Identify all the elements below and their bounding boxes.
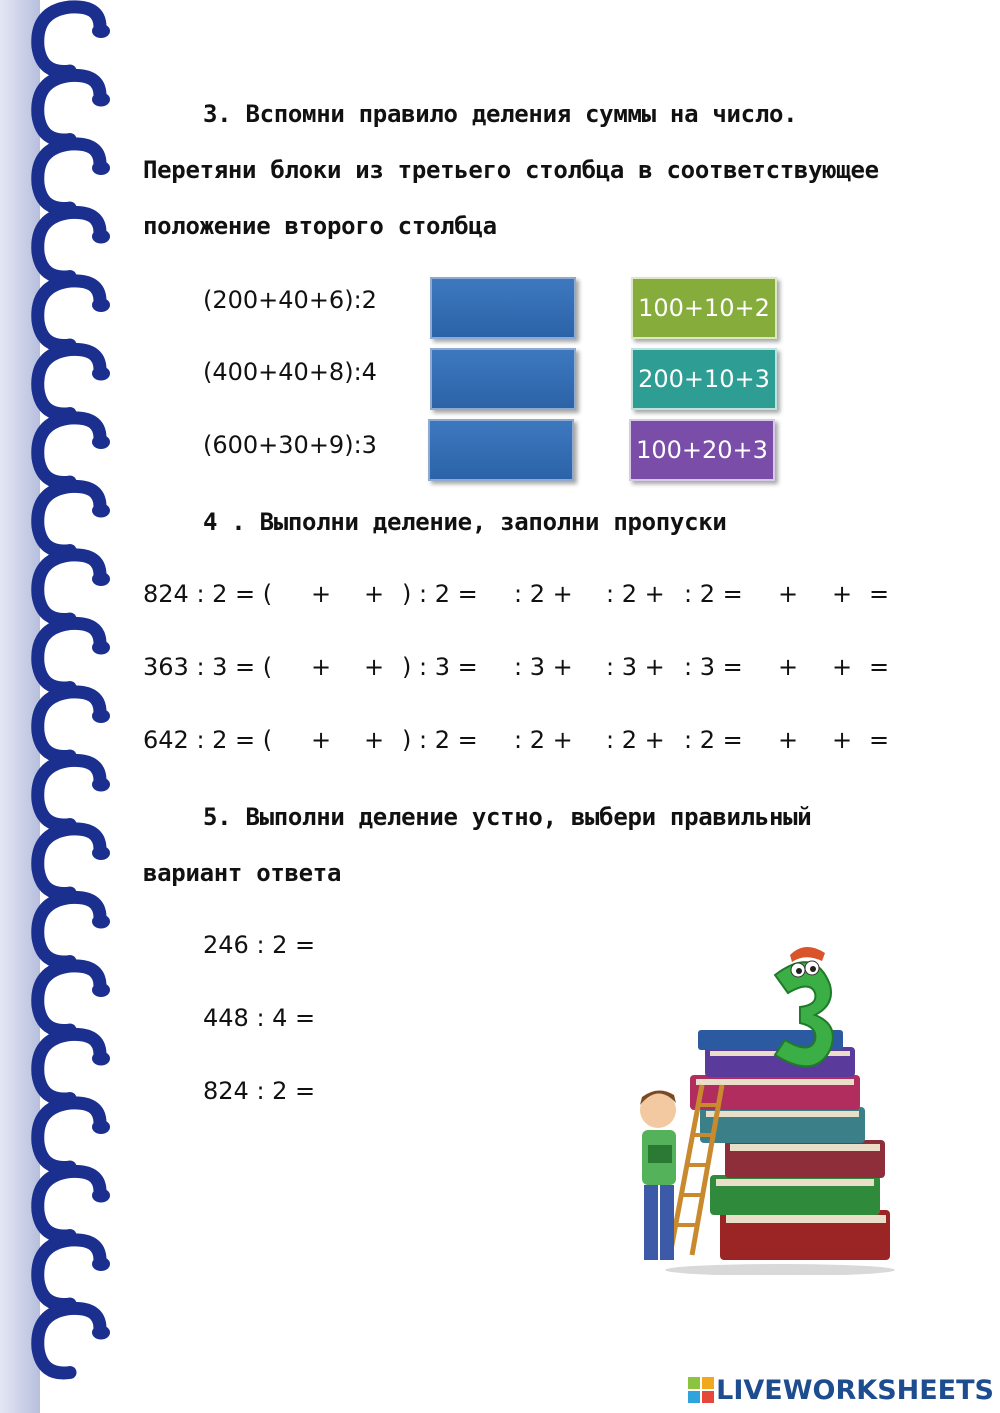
drop-target-3[interactable]	[428, 419, 574, 481]
spiral-hole	[92, 161, 110, 175]
task4-row2-divide-term: : 3 +	[606, 653, 665, 681]
task4-row3-equals-sign: =	[869, 726, 890, 754]
spiral-ring	[38, 349, 100, 414]
spiral-hole	[92, 1052, 110, 1066]
task4-row3-divide-term: : 2 +	[606, 726, 665, 754]
spiral-ring	[38, 555, 100, 620]
task4-row2-plus-sign: +	[832, 653, 853, 681]
spiral-ring	[38, 1308, 100, 1373]
spiral-hole	[92, 915, 110, 929]
spiral-ring	[38, 75, 100, 140]
task4-row1-divide-group: ) : 2 =	[402, 580, 478, 608]
spiral-ring	[38, 692, 100, 757]
spiral-ring	[38, 212, 100, 277]
task3-expression-3: (600+30+9):3	[203, 431, 377, 459]
draggable-answer-1[interactable]: 100+10+2	[631, 277, 777, 339]
spiral-hole	[92, 1189, 110, 1203]
task3-expression-2: (400+40+8):4	[203, 358, 377, 386]
spiral-hole	[92, 24, 110, 38]
task4-row2-plus-sign: +	[778, 653, 799, 681]
logo-text: LIVEWORKSHEETS	[716, 1374, 994, 1406]
spiral-hole	[92, 435, 110, 449]
spiral-hole	[92, 1257, 110, 1271]
task5-problem-1: 246 : 2 =	[203, 931, 316, 959]
spiral-hole	[92, 983, 110, 997]
spiral-hole	[92, 230, 110, 244]
spiral-ring	[38, 486, 100, 551]
task4-row2-divide-term: : 3 +	[514, 653, 573, 681]
spiral-hole	[92, 93, 110, 107]
spiral-ring	[38, 966, 100, 1031]
task4-row1-divide-term: : 2 +	[606, 580, 665, 608]
spiral-hole	[92, 504, 110, 518]
task5-heading-line2: вариант ответа	[143, 859, 342, 887]
task4-row2-plus-sign: +	[311, 653, 332, 681]
task3-heading-line3: положение второго столбца	[143, 212, 497, 240]
task4-row3-plus-sign: +	[778, 726, 799, 754]
logo-icon	[688, 1377, 714, 1403]
spiral-hole	[92, 778, 110, 792]
task4-row3-plus-sign: +	[832, 726, 853, 754]
spiral-ring	[38, 760, 100, 825]
task4-row3-divide-term: : 2 +	[514, 726, 573, 754]
task4-row2-plus-sign: +	[364, 653, 385, 681]
liveworksheets-logo	[688, 1373, 994, 1407]
spiral-ring	[38, 418, 100, 483]
spiral-ring	[38, 829, 100, 894]
task4-row1-plus-sign: +	[311, 580, 332, 608]
spiral-ring	[38, 144, 100, 209]
draggable-answer-3[interactable]: 100+20+3	[629, 419, 775, 481]
spiral-rings	[0, 0, 120, 1413]
spiral-ring	[38, 1171, 100, 1236]
task4-row2-divide-term: : 3 =	[684, 653, 743, 681]
task3-heading-line2: Перетяни блоки из третьего столбца в соответствующее	[143, 156, 879, 184]
spiral-hole	[92, 298, 110, 312]
books-illustration	[630, 935, 900, 1275]
task4-row1-divide-term: : 2 +	[514, 580, 573, 608]
spiral-hole	[92, 1120, 110, 1134]
spiral-binding	[0, 0, 120, 1413]
task4-row1-plus-sign: +	[832, 580, 853, 608]
task4-row1-equals-sign: =	[869, 580, 890, 608]
draggable-answer-2[interactable]: 200+10+3	[631, 348, 777, 410]
spiral-ring	[38, 281, 100, 346]
task5-heading-line1: 5. Выполни деление устно, выбери правильный	[203, 803, 812, 831]
spiral-hole	[92, 572, 110, 586]
spiral-ring	[38, 623, 100, 688]
task3-expression-1: (200+40+6):2	[203, 286, 377, 314]
drop-target-1[interactable]	[430, 277, 576, 339]
spiral-ring	[38, 1103, 100, 1168]
task4-row1-divide-term: : 2 =	[684, 580, 743, 608]
spiral-hole	[92, 1326, 110, 1340]
task5-problem-3: 824 : 2 =	[203, 1077, 316, 1105]
task4-row3-plus-sign: +	[364, 726, 385, 754]
task4-row1-plus-sign: +	[778, 580, 799, 608]
task4-row2-equals-sign: =	[869, 653, 890, 681]
task4-row1-start: 824 : 2 = (	[143, 580, 273, 608]
task3-heading-line1: 3. Вспомни правило деления суммы на число.	[203, 100, 798, 128]
spiral-ring	[38, 1034, 100, 1099]
spiral-hole	[92, 846, 110, 860]
task4-row3-divide-term: : 2 =	[684, 726, 743, 754]
task4-row3-divide-group: ) : 2 =	[402, 726, 478, 754]
task4-row3-start: 642 : 2 = (	[143, 726, 273, 754]
task4-heading: 4 . Выполни деление, заполни пропуски	[203, 508, 727, 536]
task4-row2-divide-group: ) : 3 =	[402, 653, 478, 681]
task5-problem-2: 448 : 4 =	[203, 1004, 316, 1032]
spiral-hole	[92, 641, 110, 655]
spiral-ring	[38, 7, 100, 72]
task4-row1-plus-sign: +	[364, 580, 385, 608]
drop-target-2[interactable]	[430, 348, 576, 410]
task4-row2-start: 363 : 3 = (	[143, 653, 273, 681]
task4-row3-plus-sign: +	[311, 726, 332, 754]
spiral-ring	[38, 1240, 100, 1305]
spiral-hole	[92, 367, 110, 381]
spiral-ring	[38, 897, 100, 962]
spiral-hole	[92, 709, 110, 723]
